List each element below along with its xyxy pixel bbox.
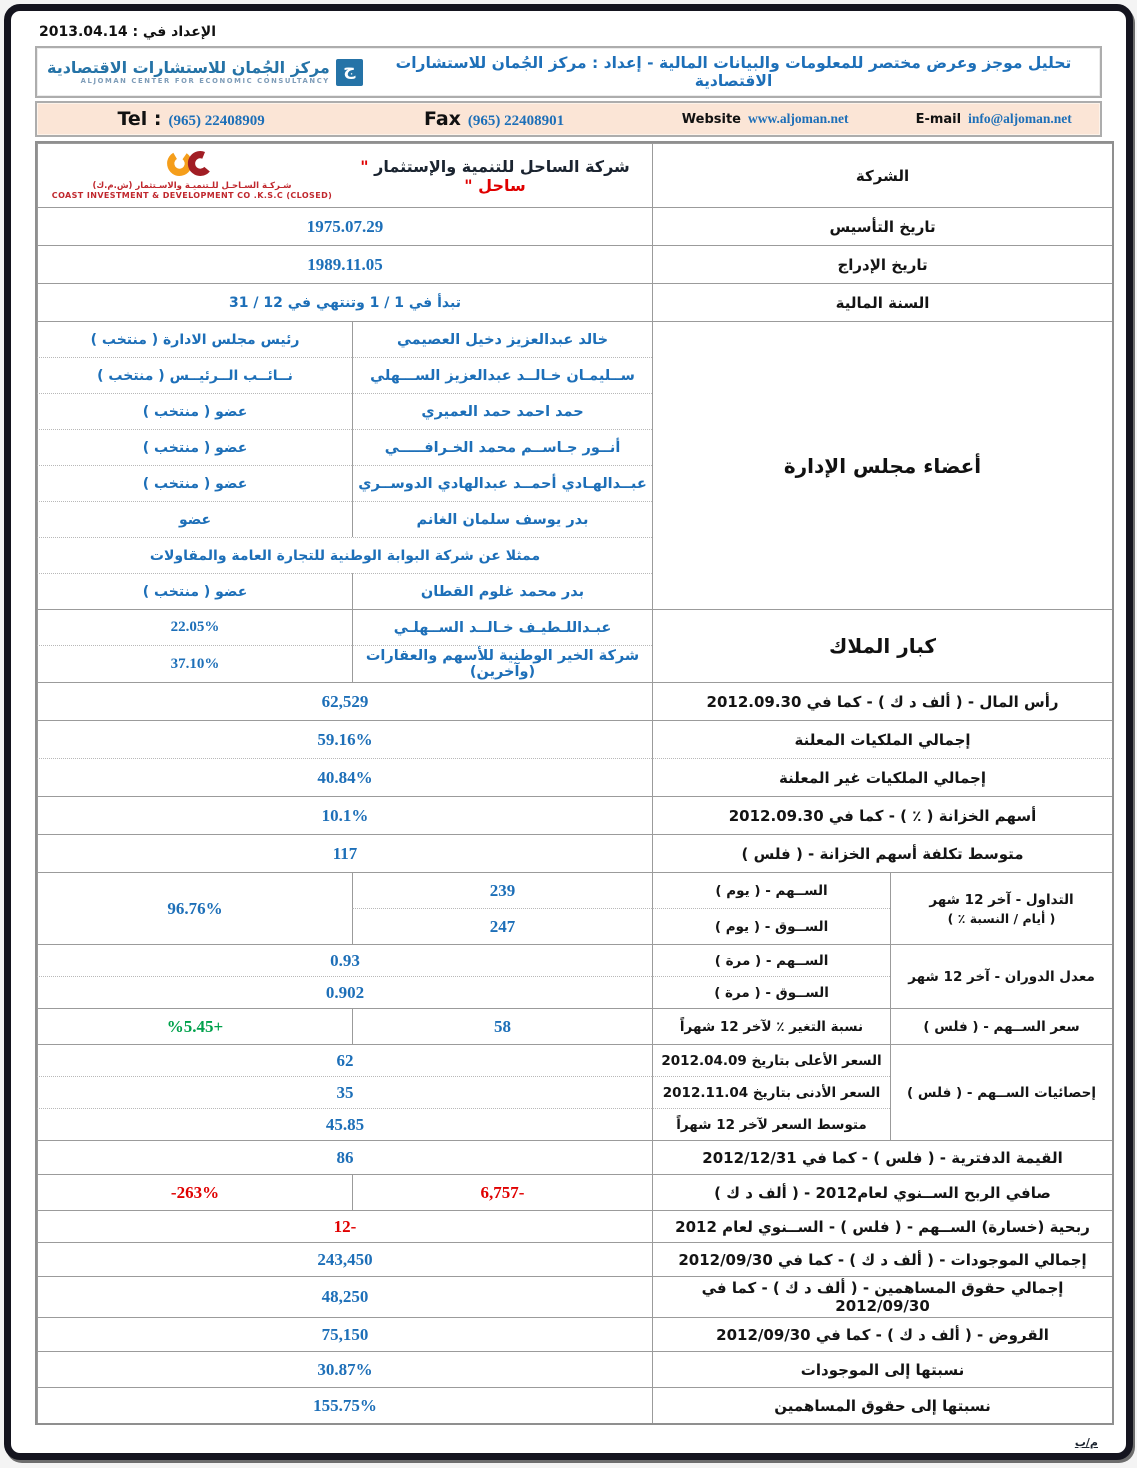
board-member-name: حمد احمد حمد العميري bbox=[352, 393, 652, 429]
row-book-value bbox=[37, 1140, 1112, 1174]
board-member-title: عضو ( منتخب ) bbox=[37, 393, 352, 429]
aljoman-logo-text bbox=[47, 59, 330, 86]
listed-value: 1989.11.05 bbox=[37, 245, 652, 283]
coast-logo bbox=[42, 150, 342, 201]
row-treasury-shares bbox=[37, 796, 1112, 834]
aljoman-logo bbox=[47, 59, 377, 86]
row-established bbox=[37, 207, 1112, 245]
price-change-label: نسبة التغير ٪ لآخر 12 شهراً bbox=[652, 1008, 890, 1044]
board-member-name: بدر محمد غلوم القطان bbox=[352, 573, 652, 609]
net-profit-percentage: -263% bbox=[37, 1174, 352, 1210]
row-net-profit bbox=[37, 1174, 1112, 1210]
row-board-member bbox=[37, 321, 1112, 357]
coast-name-english: COAST INVESTMENT & DEVELOPMENT CO .K.S.C (CLOSED) bbox=[51, 191, 333, 200]
row-declared-ownership bbox=[37, 720, 1112, 758]
website-label: Website bbox=[681, 112, 741, 127]
owner-percentage: 37.10% bbox=[37, 645, 352, 682]
share-average-value: 45.85 bbox=[37, 1108, 652, 1140]
loans-to-equity-label: نسبتها إلى حقوق المساهمين bbox=[652, 1387, 1112, 1423]
website-group bbox=[643, 111, 887, 127]
eps-value: 12- bbox=[37, 1210, 652, 1242]
loans-to-assets-value: 30.87% bbox=[37, 1351, 652, 1387]
row-loans-to-assets bbox=[37, 1351, 1112, 1387]
fax-value: (965) 22408901 bbox=[467, 113, 565, 129]
board-member-name: خالد عبدالعزيز دخيل العصيمي bbox=[352, 321, 652, 357]
tel-value: (965) 22408909 bbox=[168, 113, 265, 129]
established-label: تاريخ التأسيس bbox=[652, 207, 1112, 245]
board-member-title: عضو ( منتخب ) bbox=[37, 573, 352, 609]
trading-group-line1: التداول - آخر 12 شهر bbox=[929, 891, 1074, 908]
turnover-group-label: معدل الدوران - آخر 12 شهر bbox=[890, 944, 1112, 1008]
brand-bar bbox=[35, 46, 1102, 98]
treasury-cost-value: 117 bbox=[37, 834, 652, 872]
share-low-label: السعر الأدنى بتاريخ 2012.11.04 bbox=[652, 1076, 890, 1108]
trading-stock-label: الســهم - ( يوم ) bbox=[652, 872, 890, 908]
turnover-market-label: الســوق - ( مرة ) bbox=[652, 976, 890, 1008]
row-total-equity bbox=[37, 1276, 1112, 1317]
row-loans-to-equity bbox=[37, 1387, 1112, 1423]
tel-label: Tel : bbox=[117, 108, 162, 130]
listed-label: تاريخ الإدراج bbox=[652, 245, 1112, 283]
trading-stock-value: 239 bbox=[352, 872, 652, 908]
footer-note-text: م/ب bbox=[1074, 1436, 1098, 1449]
share-price-group-label: سعر الســهم - ( فلس ) bbox=[890, 1008, 1112, 1044]
email-label: E-mail bbox=[915, 112, 962, 127]
preparation-date bbox=[35, 19, 1102, 46]
net-profit-label: صافي الربح الســنوي لعام2012 - ( ألف د ك ) bbox=[652, 1174, 1112, 1210]
owners-section-header: كبار الملاك bbox=[652, 609, 1112, 682]
aljoman-name-english: ALJOMAN CENTER FOR ECONOMIC CONSULTANCY bbox=[80, 76, 330, 85]
fiscal-year-label: السنة المالية bbox=[652, 283, 1112, 321]
share-low-value: 35 bbox=[37, 1076, 652, 1108]
row-undeclared-ownership bbox=[37, 758, 1112, 796]
aljoman-logo-icon: ج bbox=[336, 59, 363, 86]
trading-group-label bbox=[890, 872, 1112, 944]
company-name bbox=[342, 157, 648, 195]
book-value-label: القيمة الدفترية - ( فلس ) - كما في 2012/12/31 bbox=[652, 1140, 1112, 1174]
share-stats-group-label: إحصائيات الســهم - ( فلس ) bbox=[890, 1044, 1112, 1140]
price-change-value: %5.45+ bbox=[37, 1008, 352, 1044]
trading-market-label: الســوق - ( يوم ) bbox=[652, 908, 890, 944]
company-value-cell bbox=[37, 143, 652, 207]
board-member-name: بدر يوسف سلمان الغانم bbox=[352, 501, 652, 537]
undeclared-ownership-value: 40.84% bbox=[37, 758, 652, 796]
coast-name-arabic: شـركـة السـاحـل للـتنميـة والاسـتثمار (ش.م.ك) bbox=[92, 181, 292, 191]
loans-label: القروض - ( ألف د ك ) - كما في 2012/09/30 bbox=[652, 1317, 1112, 1351]
document-title: تحليل موجز وعرض مختصر للمعلومات والبيانات المالية - إعداد : مركز الجُمان للاستشارات الاقتصادية bbox=[395, 54, 1072, 90]
footer-note bbox=[35, 1425, 1102, 1450]
undeclared-ownership-label: إجمالي الملكيات غير المعلنة bbox=[652, 758, 1112, 796]
row-total-assets bbox=[37, 1242, 1112, 1276]
eps-label: ربحية (خسارة) الســهم - ( فلس ) - الســنوي لعام 2012 bbox=[652, 1210, 1112, 1242]
company-label: الشركة bbox=[652, 143, 1112, 207]
owner-percentage: 22.05% bbox=[37, 609, 352, 645]
row-listed bbox=[37, 245, 1112, 283]
board-member-name: ســليمـان خـالــد عبدالعزيز الســـهلي bbox=[352, 357, 652, 393]
book-value-value: 86 bbox=[37, 1140, 652, 1174]
row-major-owner bbox=[37, 609, 1112, 645]
owner-name: عبـداللـطيـف خـالــد الســهلـي bbox=[352, 609, 652, 645]
document-page bbox=[4, 4, 1133, 1460]
tel-group bbox=[37, 108, 345, 130]
website-link[interactable]: www.aljoman.net bbox=[748, 111, 849, 126]
row-treasury-cost bbox=[37, 834, 1112, 872]
established-value: 1975.07.29 bbox=[37, 207, 652, 245]
share-price-value: 58 bbox=[352, 1008, 652, 1044]
row-fiscal-year bbox=[37, 283, 1112, 321]
fiscal-year-value: تبدأ في 1 / 1 وتنتهي في 12 / 31 bbox=[37, 283, 652, 321]
row-loans bbox=[37, 1317, 1112, 1351]
share-high-value: 62 bbox=[37, 1044, 652, 1076]
declared-ownership-value: 59.16% bbox=[37, 720, 652, 758]
share-average-label: متوسط السعر لآخر 12 شهراً bbox=[652, 1108, 890, 1140]
capital-value: 62,529 bbox=[37, 682, 652, 720]
row-turnover-stock bbox=[37, 944, 1112, 976]
coast-logo-icon bbox=[160, 150, 224, 177]
board-member-name: عبــدالهـادي أحمــد عبدالهادي الدوســري bbox=[352, 465, 652, 501]
email-group bbox=[887, 111, 1100, 127]
capital-label: رأس المال - ( ألف د ك ) - كما في 2012.09.30 bbox=[652, 682, 1112, 720]
loans-to-equity-value: 155.75% bbox=[37, 1387, 652, 1423]
trading-ratio-value: 96.76% bbox=[37, 872, 352, 944]
share-high-label: السعر الأعلى بتاريخ 2012.04.09 bbox=[652, 1044, 890, 1076]
row-eps bbox=[37, 1210, 1112, 1242]
board-member-title: رئيس مجلس الادارة ( منتخب ) bbox=[37, 321, 352, 357]
total-equity-label: إجمالي حقوق المساهمين - ( ألف د ك ) - كما في 2012/09/30 bbox=[652, 1276, 1112, 1317]
treasury-cost-label: متوسط تكلفة أسهم الخزانة - ( فلس ) bbox=[652, 834, 1112, 872]
aljoman-name-arabic: مركز الجُمان للاستشارات الاقتصادية bbox=[47, 57, 330, 77]
row-share-price-change bbox=[37, 1008, 1112, 1044]
fax-label: Fax bbox=[423, 108, 461, 130]
row-trading-stock bbox=[37, 872, 1112, 908]
trading-market-value: 247 bbox=[352, 908, 652, 944]
board-member-title: عضو ( منتخب ) bbox=[37, 465, 352, 501]
total-equity-value: 48,250 bbox=[37, 1276, 652, 1317]
board-representation-note: ممثلا عن شركة البوابة الوطنية للتجارة العامة والمقاولات bbox=[37, 537, 652, 573]
owner-name: شركة الخير الوطنية للأسهم والعقارات (وآخرين) bbox=[352, 645, 652, 682]
board-member-title: عضو ( منتخب ) bbox=[37, 429, 352, 465]
declared-ownership-label: إجمالي الملكيات المعلنة bbox=[652, 720, 1112, 758]
total-assets-value: 243,450 bbox=[37, 1242, 652, 1276]
board-member-title: عضو bbox=[37, 501, 352, 537]
row-capital bbox=[37, 682, 1112, 720]
board-section-header: أعضاء مجلس الإدارة bbox=[652, 321, 1112, 609]
company-info-table bbox=[35, 141, 1114, 1425]
row-company bbox=[37, 143, 1112, 207]
fax-group bbox=[345, 108, 643, 130]
loans-to-assets-label: نسبتها إلى الموجودات bbox=[652, 1351, 1112, 1387]
preparation-date-text: الإعداد في : 2013.04.14 bbox=[39, 24, 216, 40]
turnover-market-value: 0.902 bbox=[37, 976, 652, 1008]
row-share-high bbox=[37, 1044, 1112, 1076]
company-name-text: شركة الساحل للتنمية والإستثمار bbox=[374, 156, 630, 176]
trading-group-line2: ( أيام / النسبة ٪ ) bbox=[947, 910, 1056, 926]
treasury-shares-value: 10.1% bbox=[37, 796, 652, 834]
turnover-stock-label: الســهم - ( مرة ) bbox=[652, 944, 890, 976]
total-assets-label: إجمالي الموجودات - ( ألف د ك ) - كما في 2012/09/30 bbox=[652, 1242, 1112, 1276]
net-profit-value: 6,757- bbox=[352, 1174, 652, 1210]
company-ticker: " ساحل " bbox=[360, 156, 526, 195]
board-member-name: أنــور جـاســم محمد الخـرافـــــي bbox=[352, 429, 652, 465]
loans-value: 75,150 bbox=[37, 1317, 652, 1351]
treasury-shares-label: أسهم الخزانة ( ٪ ) - كما في 2012.09.30 bbox=[652, 796, 1112, 834]
contact-bar bbox=[35, 101, 1102, 137]
email-link[interactable]: info@aljoman.net bbox=[968, 111, 1072, 126]
board-member-title: نــائــب الــرئيــس ( منتخب ) bbox=[37, 357, 352, 393]
turnover-stock-value: 0.93 bbox=[37, 944, 652, 976]
